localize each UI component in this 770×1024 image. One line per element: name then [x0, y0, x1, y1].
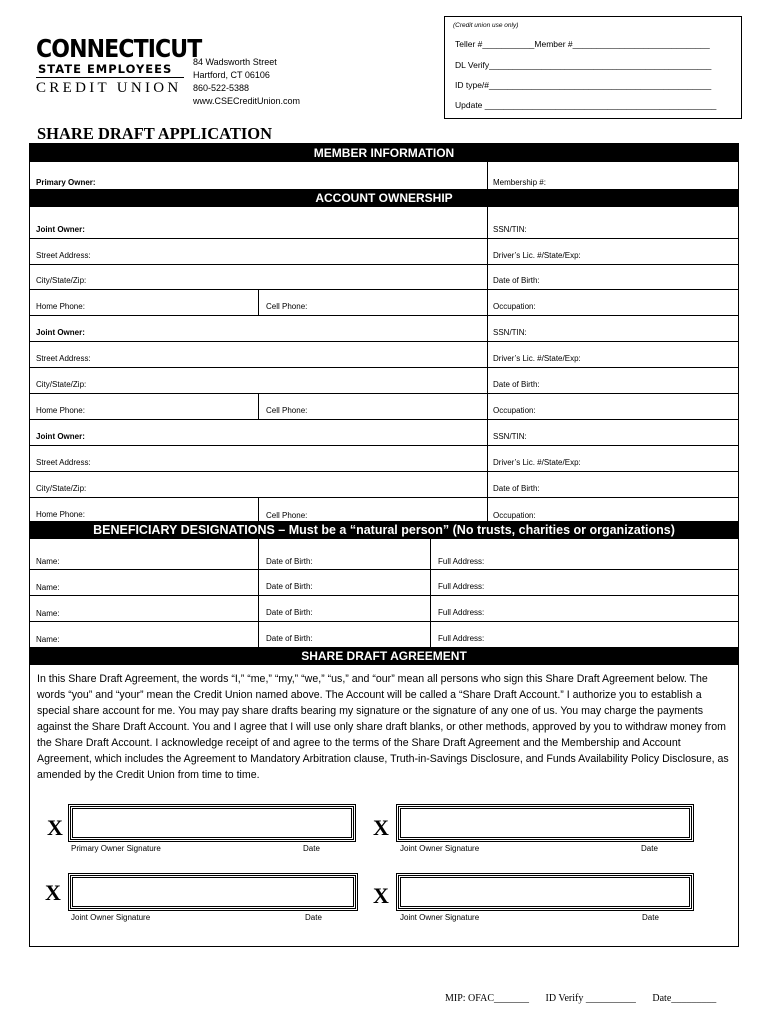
joint-owner-3-cell-phone-field[interactable]: Cell Phone: — [266, 511, 308, 520]
id-type-field[interactable]: ID type/#_______________________________________________ — [455, 80, 712, 90]
beneficiary-header: BENEFICIARY DESIGNATIONS – Must be a “natural person” (No trusts, charities or organizations) — [30, 521, 738, 539]
joint-owner-3-ssn-field[interactable]: SSN/TIN: — [493, 432, 527, 441]
divider — [30, 445, 738, 446]
agreement-header: SHARE DRAFT AGREEMENT — [30, 647, 738, 665]
beneficiary-2-dob-field[interactable]: Date of Birth: — [266, 582, 313, 591]
divider — [30, 569, 738, 570]
beneficiary-2-address-field[interactable]: Full Address: — [438, 582, 485, 591]
divider — [487, 207, 488, 521]
divider — [30, 419, 738, 420]
credit-union-address — [193, 56, 300, 108]
application-form — [29, 143, 739, 947]
joint-owner-1-street-field[interactable]: Street Address: — [36, 251, 91, 260]
divider — [258, 289, 259, 315]
joint-owner-1-occupation-field[interactable]: Occupation: — [493, 302, 536, 311]
divider — [30, 289, 738, 290]
joint-owner-1-field[interactable]: Joint Owner: — [36, 225, 85, 234]
beneficiary-3-dob-field[interactable]: Date of Birth: — [266, 608, 313, 617]
footer-date-field[interactable]: Date_________ — [652, 993, 717, 1004]
divider — [430, 539, 431, 647]
joint-owner-3-street-field[interactable]: Street Address: — [36, 458, 91, 467]
beneficiary-3-name-field[interactable]: Name: — [36, 609, 60, 618]
joint-owner-3-dob-field[interactable]: Date of Birth: — [493, 484, 540, 493]
primary-signature-x: X — [47, 815, 63, 840]
beneficiary-2-name-field[interactable]: Name: — [36, 583, 60, 592]
beneficiary-3-address-field[interactable]: Full Address: — [438, 608, 485, 617]
divider — [30, 621, 738, 622]
member-info-header: MEMBER INFORMATION — [30, 144, 738, 162]
credit-union-use-box — [444, 16, 742, 119]
address-street: 84 Wadsworth Street — [193, 57, 277, 67]
beneficiary-4-address-field[interactable]: Full Address: — [438, 634, 485, 643]
primary-owner-signature-label: Primary Owner Signature — [71, 844, 161, 853]
joint-owner-signature-box-2[interactable] — [70, 875, 356, 909]
internal-use-footer — [445, 993, 730, 1004]
joint-signature-1-x: X — [373, 815, 389, 840]
beneficiary-1-address-field[interactable]: Full Address: — [438, 557, 485, 566]
divider — [30, 341, 738, 342]
primary-signature-date-label: Date — [303, 844, 320, 853]
joint-owner-signature-label-2: Joint Owner Signature — [71, 913, 151, 922]
joint-owner-3-home-phone-field[interactable]: Home Phone: — [36, 510, 85, 519]
joint-owner-1-city-field[interactable]: City/State/Zip: — [36, 276, 87, 285]
divider — [30, 367, 738, 368]
divider — [30, 238, 738, 239]
joint-owner-2-license-field[interactable]: Driver’s Lic. #/State/Exp: — [493, 354, 581, 363]
primary-owner-field[interactable]: Primary Owner: — [36, 178, 96, 187]
address-website: www.CSECreditUnion.com — [193, 96, 301, 106]
beneficiary-1-dob-field[interactable]: Date of Birth: — [266, 557, 313, 566]
joint-owner-signature-label-3: Joint Owner Signature — [400, 913, 480, 922]
divider — [30, 497, 738, 498]
joint-signature-1-date-label: Date — [641, 844, 658, 853]
agreement-text: In this Share Draft Agreement, the words “I,” “me,” “my,” “we,” “us,” and “our” mean all persons who sign this Share Draft Agreement below. The words “you” and “your” mean the Credit Union named above. The Account will be called a “Share Draft Account.” I authorize you to establish a special share account for me. You may pay share drafts bearing my signature or the signature of any one of us. You may charge the payments against the Share Draft Account. You and I agree that I will use only share draft blanks, or other methods, approved by you to withdraw money from the Share Draft Account. I acknowledge receipt of and agree to the terms of the Share Draft Agreement and the Membership and Account Agreement, which includes the Agreement to Mandatory Arbitration clause, Truth-in-Savings Disclosure, and Funds Availability Policy Disclosure, as amended by the Credit Union from time to time. — [37, 673, 729, 781]
credit-union-logo — [36, 34, 202, 98]
joint-owner-1-license-field[interactable]: Driver’s Lic. #/State/Exp: — [493, 251, 581, 260]
divider — [30, 471, 738, 472]
logo-line-2: STATE EMPLOYEES — [38, 62, 173, 76]
teller-member-field[interactable]: Teller #___________Member #_____________________________ — [455, 39, 710, 49]
joint-owner-1-dob-field[interactable]: Date of Birth: — [493, 276, 540, 285]
page-title: SHARE DRAFT APPLICATION — [37, 124, 273, 143]
joint-owner-1-ssn-field[interactable]: SSN/TIN: — [493, 225, 527, 234]
joint-signature-2-date-label: Date — [305, 913, 322, 922]
joint-signature-3-x: X — [373, 883, 389, 908]
beneficiary-1-name-field[interactable]: Name: — [36, 557, 60, 566]
logo-line-3: CREDIT UNION — [36, 77, 184, 98]
joint-owner-3-license-field[interactable]: Driver’s Lic. #/State/Exp: — [493, 458, 581, 467]
joint-owner-signature-label-1: Joint Owner Signature — [400, 844, 480, 853]
dl-verify-field[interactable]: DL Verify_______________________________________________ — [455, 60, 712, 70]
joint-signature-3-date-label: Date — [642, 913, 659, 922]
divider — [487, 162, 488, 189]
id-verify-field[interactable]: ID Verify __________ — [545, 993, 636, 1004]
divider — [258, 497, 259, 521]
mip-ofac-field[interactable]: MIP: OFAC_______ — [445, 993, 529, 1004]
joint-owner-1-home-phone-field[interactable]: Home Phone: — [36, 302, 85, 311]
address-city: Hartford, CT 06106 — [193, 70, 270, 80]
beneficiary-4-dob-field[interactable]: Date of Birth: — [266, 634, 313, 643]
divider — [258, 393, 259, 419]
divider — [30, 595, 738, 596]
joint-owner-signature-box-3[interactable] — [398, 875, 692, 909]
cu-box-title: (Credit union use only) — [453, 22, 519, 29]
joint-owner-signature-box-1[interactable] — [398, 806, 692, 840]
joint-owner-3-city-field[interactable]: City/State/Zip: — [36, 484, 87, 493]
address-phone: 860-522-5388 — [193, 83, 250, 93]
joint-owner-2-home-phone-field[interactable]: Home Phone: — [36, 406, 85, 415]
joint-owner-3-field[interactable]: Joint Owner: — [36, 432, 85, 441]
joint-owner-2-dob-field[interactable]: Date of Birth: — [493, 380, 540, 389]
joint-owner-2-cell-phone-field[interactable]: Cell Phone: — [266, 406, 308, 415]
beneficiary-4-name-field[interactable]: Name: — [36, 635, 60, 644]
divider — [30, 264, 738, 265]
joint-owner-1-cell-phone-field[interactable]: Cell Phone: — [266, 302, 308, 311]
joint-owner-2-occupation-field[interactable]: Occupation: — [493, 406, 536, 415]
joint-owner-2-ssn-field[interactable]: SSN/TIN: — [493, 328, 527, 337]
divider — [258, 539, 259, 647]
divider — [30, 393, 738, 394]
joint-owner-2-field[interactable]: Joint Owner: — [36, 328, 85, 337]
joint-owner-2-city-field[interactable]: City/State/Zip: — [36, 380, 87, 389]
joint-signature-2-x: X — [45, 880, 61, 905]
membership-number-field[interactable]: Membership #: — [493, 178, 546, 187]
divider — [30, 315, 738, 316]
primary-owner-signature-box[interactable] — [70, 806, 354, 840]
joint-owner-3-occupation-field[interactable]: Occupation: — [493, 511, 536, 520]
update-field[interactable]: Update _________________________________________________ — [455, 100, 717, 110]
account-ownership-header: ACCOUNT OWNERSHIP — [30, 189, 738, 207]
logo-line-1: CONNECTICUT — [36, 34, 202, 63]
joint-owner-2-street-field[interactable]: Street Address: — [36, 354, 91, 363]
